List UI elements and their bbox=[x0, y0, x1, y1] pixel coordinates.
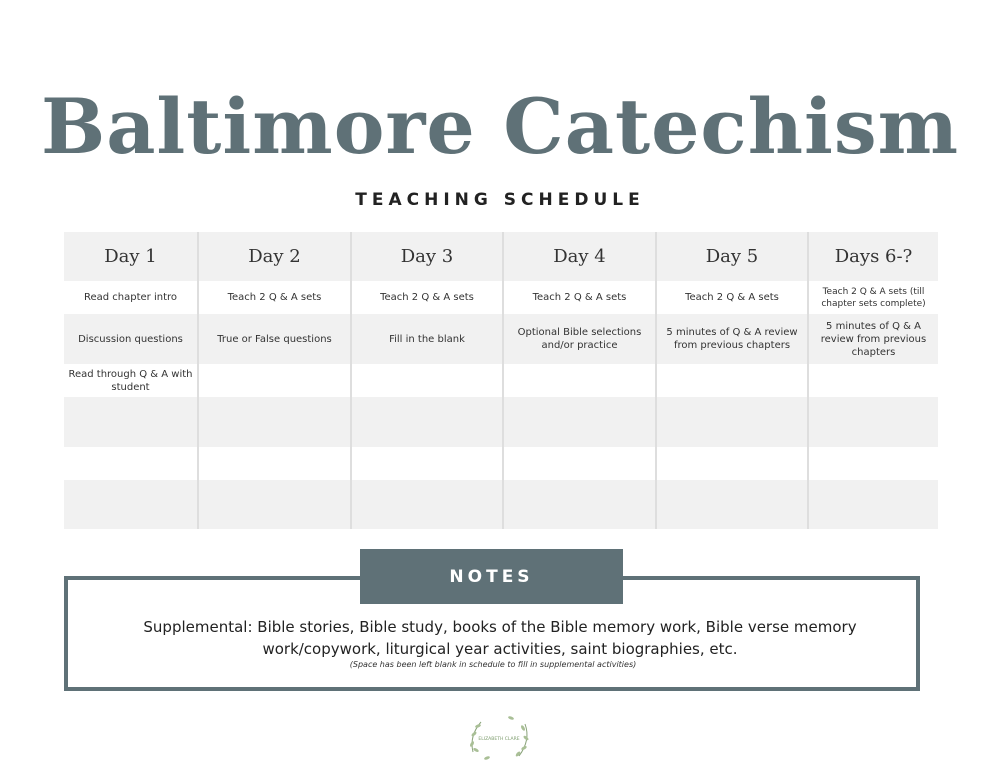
table-cell bbox=[807, 364, 938, 397]
table-cell bbox=[502, 480, 655, 529]
table-cell bbox=[197, 364, 350, 397]
table-cell bbox=[197, 447, 350, 480]
column-header-day-4: Day 4 bbox=[502, 232, 655, 281]
table-cell: Teach 2 Q & A sets bbox=[655, 281, 807, 314]
table-cell: Read through Q & A with student bbox=[68, 368, 193, 393]
column-header-day-5: Day 5 bbox=[655, 232, 807, 281]
column-header-day-1: Day 1 bbox=[64, 232, 197, 281]
table-cell bbox=[64, 447, 197, 480]
column-header-day-2: Day 2 bbox=[197, 232, 350, 281]
table-cell bbox=[655, 447, 807, 480]
notes-label: NOTES bbox=[360, 549, 623, 604]
table-cell bbox=[807, 480, 938, 529]
table-cell bbox=[655, 397, 807, 447]
table-cell bbox=[350, 480, 502, 529]
table-cell bbox=[350, 364, 502, 397]
schedule-table bbox=[64, 232, 938, 529]
table-cell bbox=[64, 480, 197, 529]
table-cell bbox=[502, 447, 655, 480]
table-cell bbox=[197, 397, 350, 447]
notes-footnote: (Space has been left blank in schedule to fill in supplemental activities) bbox=[349, 660, 637, 669]
notes-text: Supplemental: Bible stories, Bible study, books of the Bible memory work, Bible verse memory work/copywork, liturgical year activities, saint biographies, etc. bbox=[143, 618, 857, 658]
table-cell: True or False questions bbox=[197, 314, 350, 364]
table-cell: Teach 2 Q & A sets bbox=[350, 281, 502, 314]
table-cell: Teach 2 Q & A sets (till chapter sets complete) bbox=[807, 281, 938, 314]
logo-text: ELIZABETH CLARE bbox=[478, 737, 520, 742]
table-cell bbox=[807, 397, 938, 447]
table-cell bbox=[350, 447, 502, 480]
table-cell bbox=[655, 364, 807, 397]
table-cell: Teach 2 Q & A sets bbox=[197, 281, 350, 314]
table-cell: Fill in the blank bbox=[350, 314, 502, 364]
table-cell: Discussion questions bbox=[64, 314, 197, 364]
leaf-wreath-icon bbox=[463, 712, 535, 764]
table-cell bbox=[655, 480, 807, 529]
column-header-day-3: Day 3 bbox=[350, 232, 502, 281]
logo bbox=[463, 712, 535, 764]
table-cell bbox=[807, 447, 938, 480]
table-cell bbox=[197, 480, 350, 529]
table-cell: Optional Bible selections and/or practice bbox=[502, 314, 655, 364]
table-cell: Read chapter intro bbox=[83, 292, 178, 303]
table-cell bbox=[502, 397, 655, 447]
table-cell bbox=[502, 364, 655, 397]
page-title: Baltimore Catechism bbox=[40, 82, 960, 171]
table-cell: 5 minutes of Q & A review from previous chapters bbox=[655, 314, 807, 364]
table-cell: 5 minutes of Q & A review from previous chapters bbox=[807, 314, 938, 364]
page-subtitle: TEACHING SCHEDULE bbox=[355, 190, 645, 210]
table-cell bbox=[64, 397, 197, 447]
column-header-days-6: Days 6-? bbox=[807, 232, 938, 281]
table-cell: Teach 2 Q & A sets bbox=[502, 281, 655, 314]
table-cell bbox=[350, 397, 502, 447]
